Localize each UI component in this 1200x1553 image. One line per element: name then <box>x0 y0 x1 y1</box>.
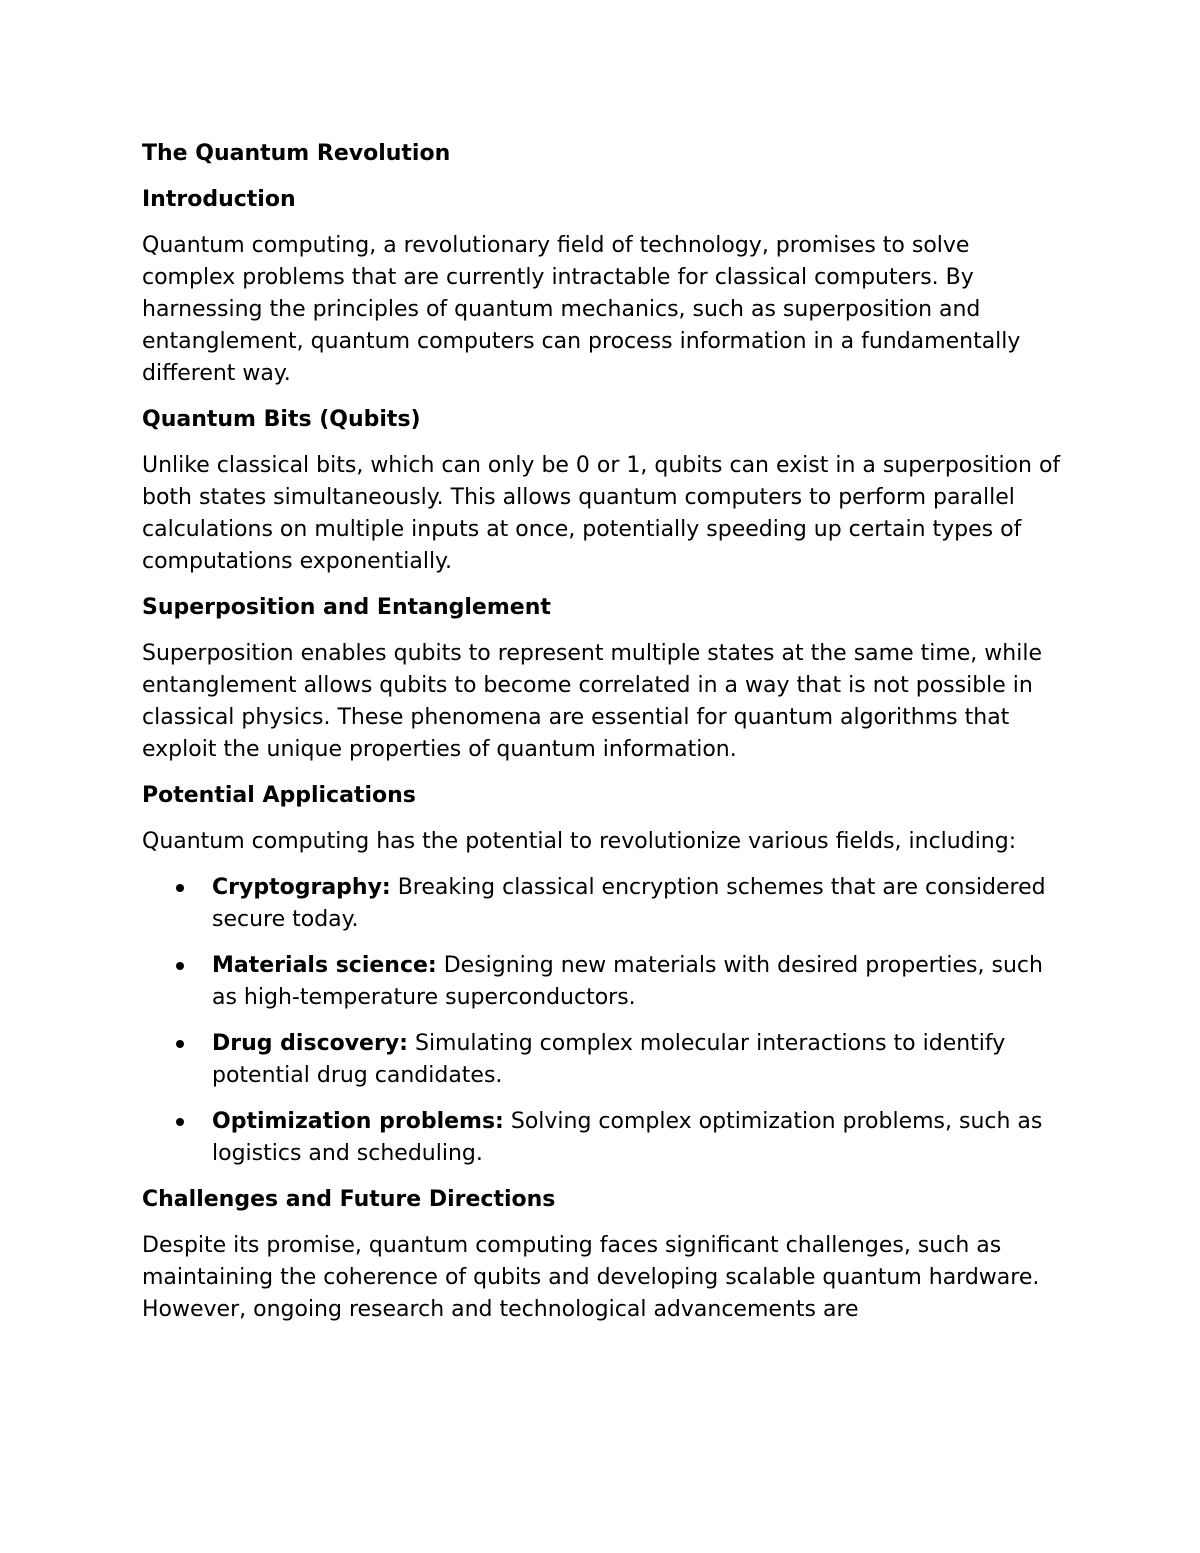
paragraph-challenges: Despite its promise, quantum computing faces significant challenges, such as maintaining the coherence of qubits and developing scalable quantum hardware. However, ongoing research and technological advancements are <box>142 1233 1040 1322</box>
bullet-icon <box>176 962 184 970</box>
section-heading-qubits: Quantum Bits (Qubits) <box>142 407 421 432</box>
list-item-term: Optimization problems: <box>212 1109 504 1134</box>
list-item-text: Simulating complex molecular interactions to identify potential drug candidates. <box>212 1031 1006 1088</box>
section-heading-applications: Potential Applications <box>142 783 416 808</box>
list-item <box>142 872 1062 936</box>
list-item <box>142 1106 1062 1170</box>
bullet-icon <box>176 1118 184 1126</box>
list-item-term: Materials science: <box>212 953 437 978</box>
section-heading-challenges: Challenges and Future Directions <box>142 1187 556 1212</box>
section-heading-introduction: Introduction <box>142 187 296 212</box>
list-item <box>142 1028 1062 1092</box>
list-item-text: Breaking classical encryption schemes that are considered secure today. <box>212 875 1046 932</box>
bullet-icon <box>176 1040 184 1048</box>
paragraph-superposition: Superposition enables qubits to represent multiple states at the same time, while entanglement allows qubits to become correlated in a way that is not possible in classical physics. These phenomena are essential for quantum algorithms that exploit the unique properties of quantum information. <box>142 641 1042 762</box>
paragraph-introduction: Quantum computing, a revolutionary field of technology, promises to solve complex problems that are currently intractable for classical computers. By harnessing the principles of quantum mechanics, such as superposition and entanglement, quantum computers can process information in a fundamentally different way. <box>142 233 1021 386</box>
list-item-text: Solving complex optimization problems, such as logistics and scheduling. <box>212 1109 1043 1166</box>
list-item-term: Cryptography: <box>212 875 391 900</box>
document-body <box>142 138 1062 1340</box>
paragraph-applications-intro: Quantum computing has the potential to revolutionize various fields, including: <box>142 829 1017 854</box>
list-item <box>142 950 1062 1014</box>
applications-list <box>142 872 1062 1170</box>
paragraph-qubits: Unlike classical bits, which can only be 0 or 1, qubits can exist in a superposition of both states simultaneously. This allows quantum computers to perform parallel calculations on multiple inputs at once, potentially speeding up certain types of computations exponentially. <box>142 453 1061 574</box>
document-title: The Quantum Revolution <box>142 141 451 166</box>
list-item-term: Drug discovery: <box>212 1031 408 1056</box>
section-heading-superposition: Superposition and Entanglement <box>142 595 551 620</box>
list-item-text: Designing new materials with desired properties, such as high-temperature superconductors. <box>212 953 1043 1010</box>
bullet-icon <box>176 884 184 892</box>
